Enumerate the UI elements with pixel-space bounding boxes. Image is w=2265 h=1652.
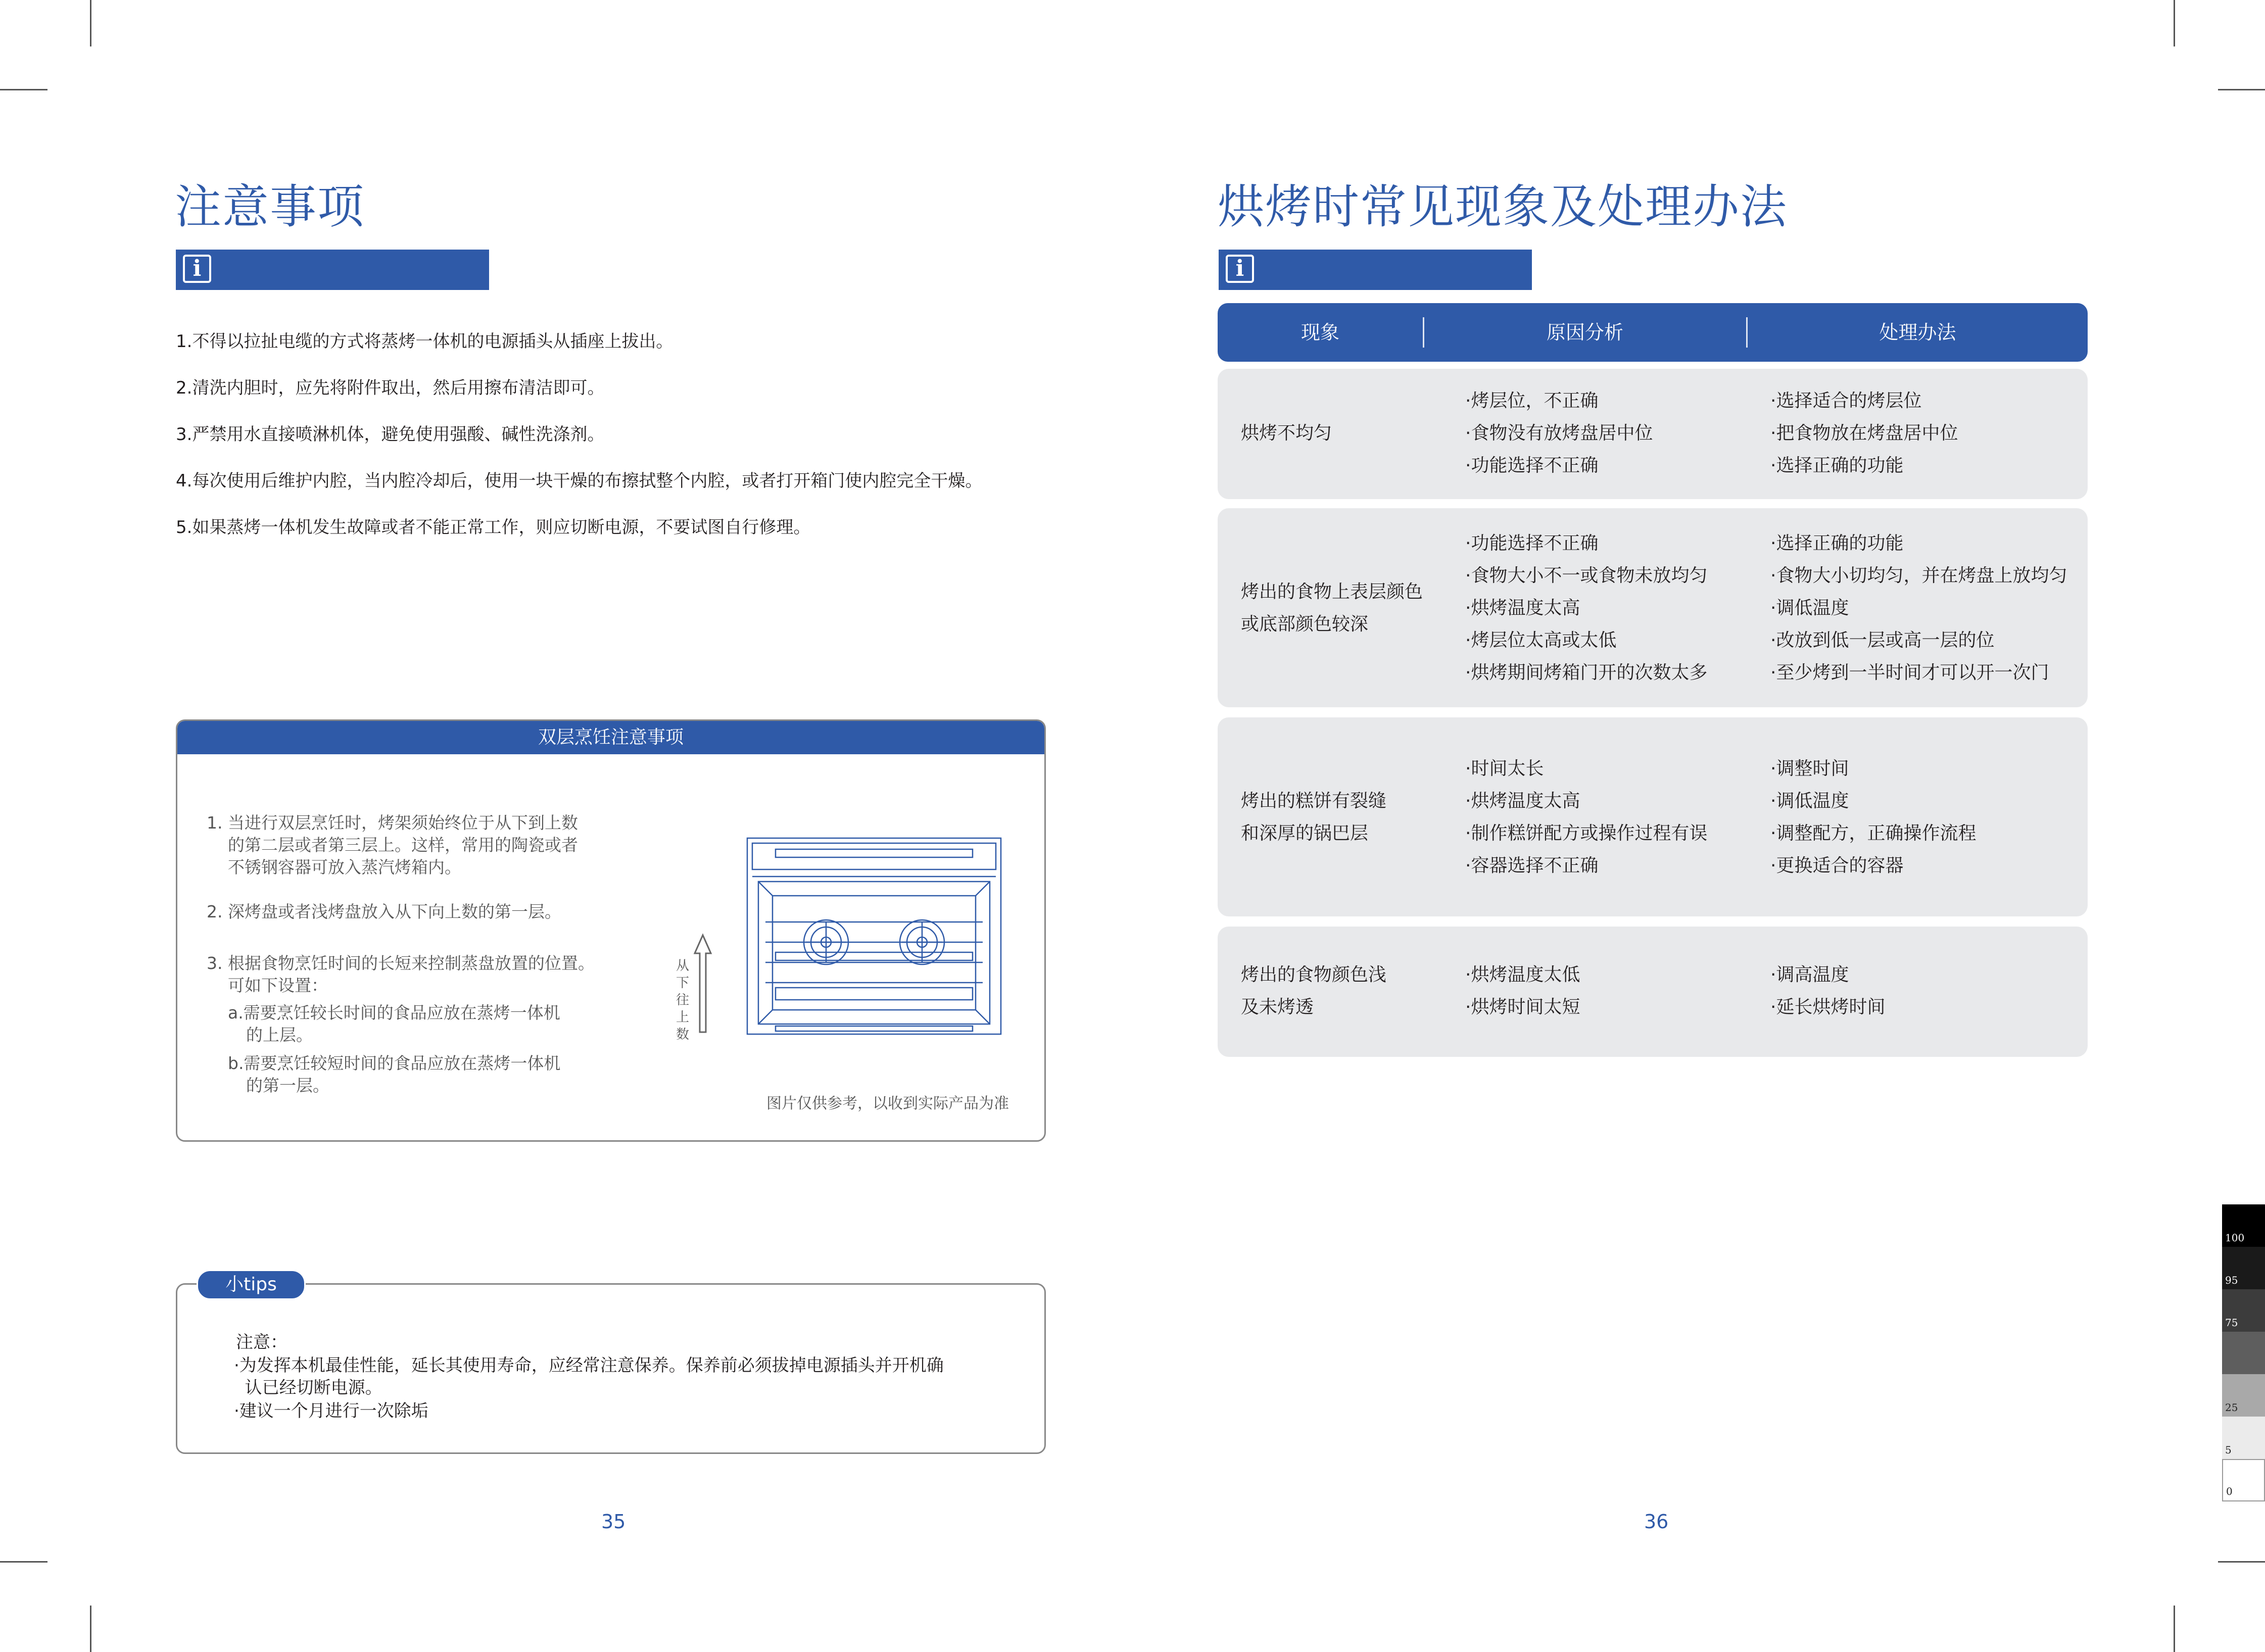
phenomenon-cell: 烤出的糕饼有裂缝 [1241, 791, 1387, 811]
crop-mark [90, 1606, 91, 1652]
cause-item: ·烤层位太高或太低 [1465, 630, 1617, 651]
tips-line: 注意： [236, 1332, 287, 1352]
cause-item: ·烘烤期间烤箱门开的次数太多 [1465, 662, 1708, 683]
note-item: 5.如果蒸烤一体机发生故障或者不能正常工作，则应切断电源，不要试图自行修理。 [176, 517, 811, 538]
cause-item: ·功能选择不正确 [1465, 455, 1599, 476]
crop-mark [2218, 1561, 2265, 1563]
table-row [1218, 508, 2088, 707]
cause-item: ·烘烤温度太高 [1465, 791, 1580, 811]
section-bar [1219, 250, 1532, 290]
arrow-label-char: 下 [676, 976, 689, 991]
tips-line: ·为发挥本机最佳性能，延长其使用寿命，应经常注意保养。保养前必须拔掉电源插头并开机确 [234, 1355, 944, 1376]
section-bar [176, 250, 489, 290]
solution-item: ·至少烤到一半时间才可以开一次门 [1770, 662, 2049, 683]
grey-scale-label: 100 [2225, 1232, 2245, 1244]
cause-item: ·烤层位，不正确 [1465, 391, 1599, 411]
page-title: 注意事项 [175, 180, 365, 234]
table-row [1218, 717, 2088, 916]
instruction-text: 1. 当进行双层烹饪时，烤架须始终位于从下到上数 [207, 813, 578, 833]
arrow-label-char: 上 [676, 1010, 689, 1025]
instruction-text: 可如下设置： [228, 976, 328, 995]
solution-item: ·调整配方，正确操作流程 [1770, 823, 1977, 844]
cause-item: ·功能选择不正确 [1465, 533, 1599, 554]
oven-illustration [745, 836, 1003, 1036]
cause-item: ·时间太长 [1465, 758, 1544, 779]
arrow-label-char: 往 [676, 993, 689, 1008]
grey-scale-swatch [2222, 1204, 2265, 1247]
image-caption: 图片仅供参考，以收到实际产品为准 [766, 1095, 1009, 1112]
column-header: 现象 [1300, 321, 1339, 344]
phenomenon-cell: 和深厚的锅巴层 [1241, 823, 1369, 844]
double-layer-header: 双层烹饪注意事项 [177, 721, 1044, 754]
tips-label: 小tips [197, 1270, 306, 1300]
solution-item: ·改放到低一层或高一层的位 [1770, 630, 1995, 651]
page-number: 35 [601, 1511, 626, 1533]
crop-mark [0, 1561, 47, 1563]
phenomenon-cell: 及未烤透 [1241, 997, 1314, 1017]
instruction-text: b.需要烹饪较短时间的食品应放在蒸烤一体机 [228, 1053, 561, 1073]
solution-item: ·调整时间 [1770, 758, 1849, 779]
grey-scale-swatch [2222, 1247, 2265, 1289]
crop-mark [0, 89, 47, 90]
crop-mark [2174, 1606, 2175, 1652]
phenomenon-cell: 烤出的食物上表层颜色 [1241, 581, 1423, 602]
info-icon: i [183, 255, 211, 283]
cause-item: ·制作糕饼配方或操作过程有误 [1465, 823, 1708, 844]
solution-item: ·把食物放在烤盘居中位 [1770, 423, 1958, 444]
phenomenon-cell: 烤出的食物颜色浅 [1241, 964, 1387, 985]
grey-scale-swatch [2222, 1374, 2265, 1417]
table-row [1218, 369, 2088, 499]
phenomenon-cell: 烘烤不均匀 [1241, 423, 1332, 444]
solution-item: ·调低温度 [1770, 791, 1849, 811]
note-item: 4.每次使用后维护内腔，当内腔冷却后，使用一块干燥的布擦拭整个内腔，或者打开箱门使内腔完全干燥。 [176, 471, 983, 491]
instruction-text: 的第一层。 [246, 1076, 329, 1095]
crop-mark [2218, 89, 2265, 90]
crop-mark [2174, 0, 2175, 46]
cause-item: ·食物没有放烤盘居中位 [1465, 423, 1653, 444]
page-title: 烘烤时常见现象及处理办法 [1218, 180, 1788, 234]
instruction-text: 3. 根据食物烹饪时间的长短来控制蒸盘放置的位置。 [207, 953, 595, 973]
grey-scale-label: 25 [2225, 1401, 2238, 1414]
grey-scale-swatch [2222, 1289, 2265, 1332]
arrow-label-char: 从 [676, 958, 689, 974]
column-header: 原因分析 [1546, 321, 1623, 344]
tips-line: ·建议一个月进行一次除垢 [234, 1401, 428, 1421]
arrow-label [675, 957, 690, 1043]
instruction-text: 的上层。 [246, 1025, 313, 1045]
tips-line: 认已经切断电源。 [234, 1378, 382, 1398]
solution-item: ·选择适合的烤层位 [1770, 391, 1922, 411]
instruction-text: 的第二层或者第三层上。这样，常用的陶瓷或者 [228, 835, 578, 855]
grey-scale-label: 75 [2225, 1317, 2238, 1329]
note-item: 2.清洗内胆时，应先将附件取出，然后用擦布清洁即可。 [176, 378, 605, 398]
up-arrow-icon [693, 933, 713, 1034]
page-number: 36 [1644, 1511, 1669, 1533]
tips-box [176, 1274, 1046, 1454]
grey-scale-label: 5 [2225, 1444, 2232, 1456]
grey-scale-label: 0 [2226, 1485, 2233, 1497]
column-header: 处理办法 [1879, 321, 1956, 344]
cause-item: ·烘烤温度太高 [1465, 598, 1580, 618]
grey-scale-label: 95 [2225, 1274, 2238, 1286]
double-layer-box [176, 719, 1046, 1142]
arrow-label-char: 数 [676, 1027, 689, 1042]
cause-item: ·烘烤温度太低 [1465, 964, 1580, 985]
cause-item: ·食物大小不一或食物未放均匀 [1465, 565, 1708, 586]
instruction-text: 2. 深烤盘或者浅烤盘放入从下向上数的第一层。 [207, 902, 561, 921]
solution-item: ·延长烘烤时间 [1770, 997, 1886, 1017]
grey-scale-swatch [2222, 1332, 2265, 1374]
phenomenon-cell: 或底部颜色较深 [1241, 614, 1369, 635]
grey-scale-swatch [2222, 1417, 2265, 1459]
cause-item: ·容器选择不正确 [1465, 855, 1599, 876]
note-item: 3.严禁用水直接喷淋机体，避免使用强酸、碱性洗涤剂。 [176, 424, 605, 445]
grey-scale-swatch [2222, 1459, 2265, 1501]
solution-item: ·调低温度 [1770, 598, 1849, 618]
table-row [1218, 927, 2088, 1057]
table-header [1218, 303, 2088, 362]
solution-item: ·更换适合的容器 [1770, 855, 1904, 876]
info-icon: i [1226, 255, 1254, 283]
instruction-text: a.需要烹饪较长时间的食品应放在蒸烤一体机 [228, 1003, 560, 1023]
note-item: 1.不得以拉扯电缆的方式将蒸烤一体机的电源插头从插座上拔出。 [176, 331, 673, 352]
solution-item: ·食物大小切均匀，并在烤盘上放均匀 [1770, 565, 2067, 586]
crop-mark [90, 0, 91, 46]
instruction-text: 不锈钢容器可放入蒸汽烤箱内。 [228, 857, 461, 877]
solution-item: ·选择正确的功能 [1770, 533, 1904, 554]
solution-item: ·选择正确的功能 [1770, 455, 1904, 476]
solution-item: ·调高温度 [1770, 964, 1849, 985]
cause-item: ·烘烤时间太短 [1465, 997, 1580, 1017]
